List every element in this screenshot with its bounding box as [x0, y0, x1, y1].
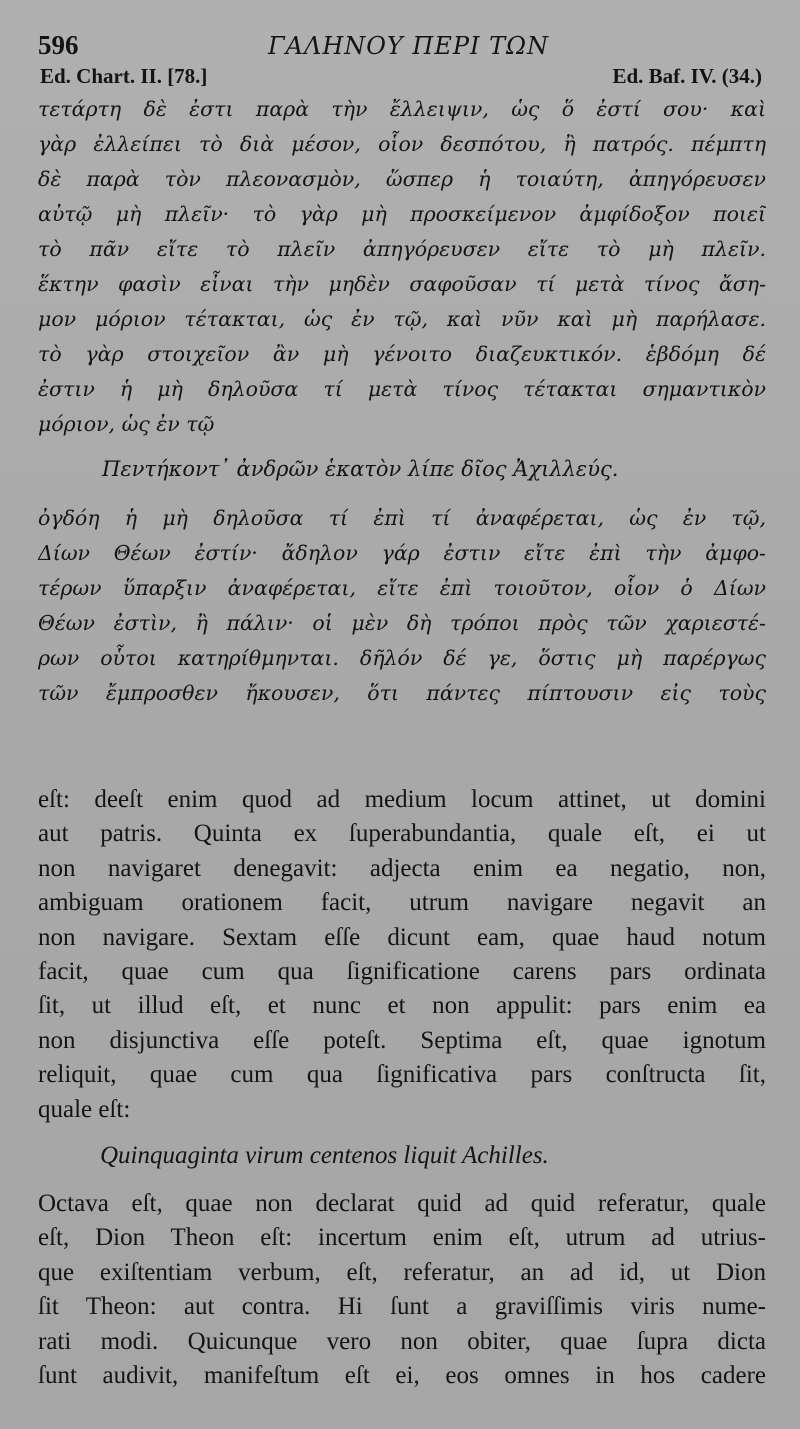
latin-line: aut patris. Quinta ex ſuperabundantia, quale eſt, ei ut: [38, 820, 766, 848]
greek-paragraph-1: [38, 92, 766, 442]
greek-line: ἕκτην φασὶν εἶναι τὴν μηδὲν σαφοῦσαν τί μετὰ τίνος ἄση-: [38, 272, 766, 296]
latin-line: ſit Theon: aut contra. Hi ſunt a graviſſimis viris nume-: [38, 1293, 766, 1321]
latin-line: ambiguam orationem facit, utrum navigare negavit an: [38, 889, 766, 917]
latin-line: Octava eſt, quae non declarat quid ad quid referatur, quale: [38, 1190, 766, 1218]
greek-line: τὸ γὰρ στοιχεῖον ἂν μὴ γένοιτο διαζευκτικόν. ἑβδόμη δέ: [38, 342, 766, 366]
greek-line: ρων οὗτοι κατηρίθμηνται. δῆλόν δέ γε, ὅστις μὴ παρέργως: [38, 646, 766, 670]
greek-line: Θέων ἐστὶν, ἢ πάλιν· οἱ μὲν δὴ τρόποι πρὸς τῶν χαριεστέ-: [38, 611, 766, 635]
latin-line: quale eſt:: [38, 1095, 131, 1123]
latin-line: non disjunctiva eſſe poteſt. Septima eſt, quae ignotum: [38, 1026, 766, 1054]
latin-line: eſt: deeſt enim quod ad medium locum attinet, ut domini: [38, 786, 766, 813]
latin-verse-quotation: Quinquaginta virum centenos liquit Achilles.: [100, 1142, 549, 1170]
greek-line: δὲ παρὰ τὸν πλεονασμὸν, ὥσπερ ἡ τοιαύτη, ἀπηγόρευσεν: [38, 167, 766, 191]
column-gap: [38, 711, 766, 783]
greek-line: Δίων Θέων ἐστίν· ἄδηλον γάρ ἐστιν εἴτε ἐπὶ τὴν ἀμφο-: [38, 541, 766, 565]
latin-line: eſt, Dion Theon eſt: incertum enim eſt, utrum ad utrius-: [38, 1224, 766, 1252]
greek-line: ὀγδόη ἡ μὴ δηλοῦσα τί ἐπὶ τί ἀναφέρεται, ὡς ἐν τῷ,: [38, 506, 766, 530]
greek-line: ἐστιν ἡ μὴ δηλοῦσα τί μετὰ τίνος τέτακται σημαντικὸν: [38, 377, 766, 401]
latin-paragraph-1: [38, 783, 766, 1127]
greek-line: τῶν ἔμπροσθεν ἤκουσεν, ὅτι πάντες πίπτουσιν εἰς τοὺς: [38, 681, 766, 705]
latin-paragraph-2: [38, 1187, 766, 1393]
greek-line: τέρων ὕπαρξιν ἀναφέρεται, εἴτε ἐπὶ τοιοῦτον, οἷον ὁ Δίων: [38, 576, 766, 600]
latin-line: rati modi. Quicunque vero non obiter, quae ſupra dicta: [38, 1327, 766, 1355]
page-number: 596: [38, 30, 79, 60]
latin-line: non navigare. Sextam eſſe dicunt eam, quae haud notum: [38, 923, 766, 951]
latin-line: non navigaret denegavit: adjecta enim ea negatio, non,: [38, 854, 766, 882]
latin-line: que exiſtentiam verbum, eſt, referatur, an ad id, ut Dion: [38, 1258, 766, 1286]
latin-line: facit, quae cum qua ſignificatione carens pars ordinata: [38, 958, 766, 986]
running-head: [38, 30, 766, 64]
latin-line: ſunt audivit, manifeſtum eſt ei, eos omnes in hos cadere: [38, 1362, 766, 1390]
edition-chartier-reference: Ed. Chart. II. [78.]: [40, 64, 208, 88]
latin-line: ſit, ut illud eſt, et nunc et non appulit: pars enim ea: [38, 992, 766, 1020]
greek-paragraph-2: [38, 501, 766, 711]
greek-line: αὐτῷ μὴ πλεῖν· τὸ γὰρ μὴ προσκείμενον ἀμφίδοξον ποιεῖ: [38, 202, 766, 226]
latin-line: reliquit, quae cum qua ſignificativa pars conſtructa ſit,: [38, 1061, 766, 1089]
greek-line: μόριον, ὡς ἐν τῷ: [38, 412, 215, 436]
greek-verse-quotation: Πεντήκοντ᾽ ἀνδρῶν ἑκατὸν λίπε δῖος Ἀχιλλεύς.: [102, 457, 619, 481]
greek-line: μον μόριον τέτακται, ὡς ἐν τῷ, καὶ νῦν καὶ μὴ παρήλασε.: [38, 307, 766, 331]
greek-line: γὰρ ἐλλείπει τὸ διὰ μέσον, οἷον δεσπότου, ἢ πατρός. πέμπτη: [38, 132, 766, 156]
greek-line: τὸ πᾶν εἴτε τὸ πλεῖν ἀπηγόρευσεν εἴτε τὸ μὴ πλεῖν.: [38, 237, 766, 261]
edition-references: [38, 64, 766, 92]
running-title: ΓΑΛΗΝΟΥ ΠΕΡΙ ΤΩΝ: [268, 32, 550, 60]
greek-line: τετάρτη δὲ ἐστι παρὰ τὴν ἔλλειψιν, ὡς ὅ ἐστί σου· καὶ: [38, 97, 766, 121]
edition-basel-reference: Ed. Baf. IV. (34.): [612, 64, 762, 88]
